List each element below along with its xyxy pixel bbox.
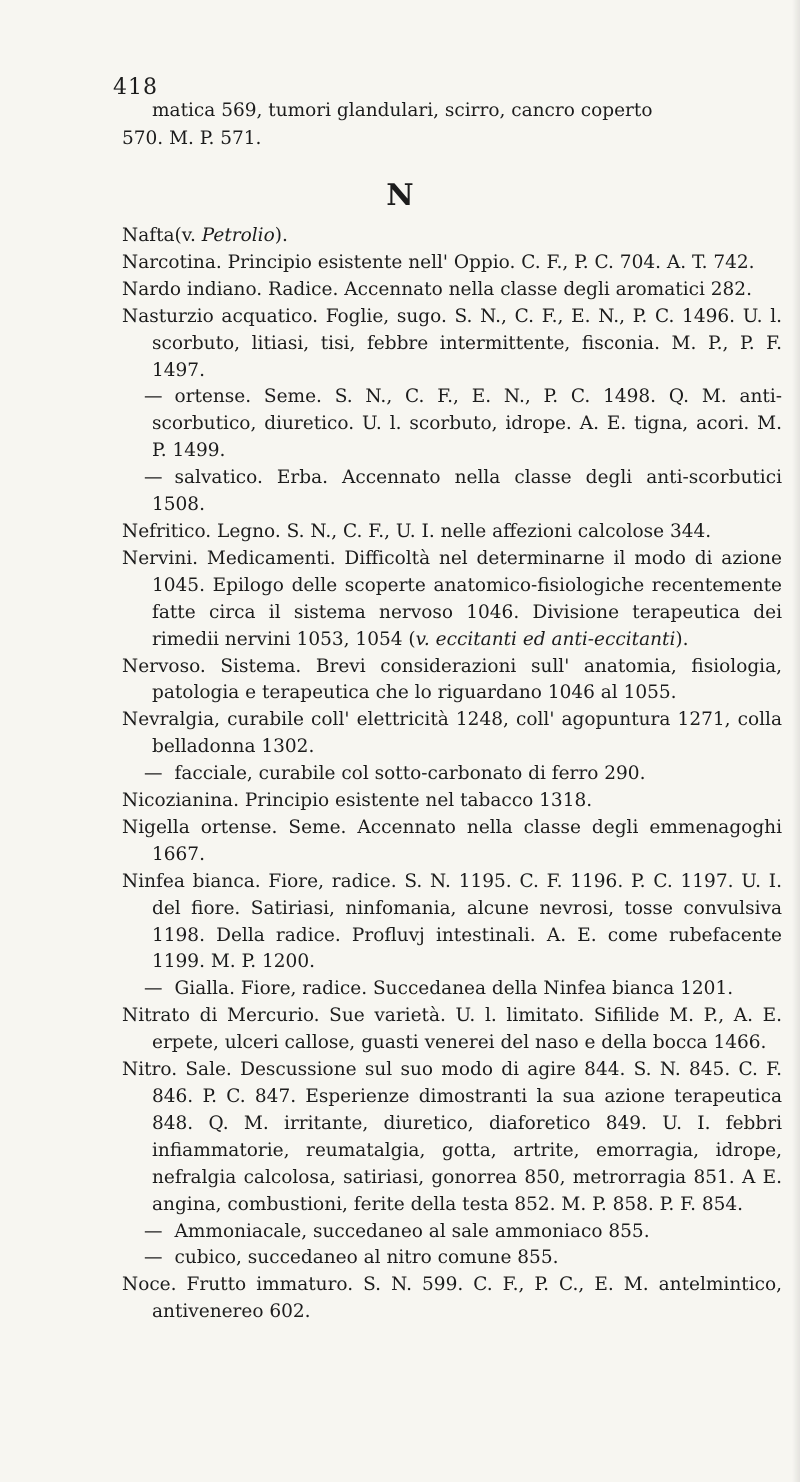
index-subentry xyxy=(122,1245,782,1272)
index-subentry xyxy=(122,761,782,788)
entry-text: (v. xyxy=(174,225,202,246)
entry-italic-reference: Petrolio xyxy=(201,225,275,246)
entry-headword: Nitro. xyxy=(122,1059,178,1081)
entry-text: di Mercurio. Sue varietà. U. l. limitato. Sifilide M. P., A. E. erpete, ulceri callose, guasti venerei del naso e della bocca 1466. xyxy=(152,1005,782,1054)
continued-line-1: matica 569, tumori glandulari, scirro, cancro coperto xyxy=(152,100,653,121)
entry-tail: ). xyxy=(274,225,288,246)
entry-headword: Ninfea xyxy=(122,870,185,892)
index-entry xyxy=(122,304,782,385)
entry-headword: Nervini. xyxy=(122,547,199,569)
entry-text: Sale. Descussione sul suo modo di agire 844. S. N. 845. C. F. 846. P. C. 847. Esperienze dimostranti la sua azione terapeutica 848. Q. M. irritante, diuretico, diaforetico 849. U. I. febbri infiammatorie, reumatalgia, gotta, artrite, emorragia, idrope, nefralgia calcolosa, satiriasi, gonorrea 850, metrorragia 851. A E. angina, combustioni, ferite della testa 852. M. P. 858. P. F. 854. xyxy=(152,1059,782,1215)
entry-text: Principio esistente nel tabacco 1318. xyxy=(238,790,593,812)
index-entry xyxy=(122,519,782,546)
entry-headword: Nasturzio xyxy=(122,305,214,327)
entry-text: ortense. Seme. S. N., C. F., E. N., P. C. 1498. Q. M. anti-scorbutico, diuretico. U. l. scorbuto, idrope. A. E. tigna, acori. M. P. 1499. xyxy=(152,386,782,462)
index-entry xyxy=(122,788,782,815)
entry-headword: Noce. xyxy=(122,1274,177,1296)
index-entry xyxy=(122,815,782,869)
index-entry xyxy=(122,223,782,250)
entry-text: acquatico. Foglie, sugo. S. N., C. F., E. N., P. C. 1496. U. l. scorbuto, litiasi, tisi, febbre intermittente, fisconia. M. P., P. F. 1497. xyxy=(152,305,782,381)
entry-text: cubico, succedaneo al nitro comune 855. xyxy=(174,1247,559,1269)
entry-text: indiano. Radice. Accennato nella classe degli aromatici 282. xyxy=(181,278,752,300)
index-subentry xyxy=(122,976,782,1003)
entry-headword: Nardo xyxy=(122,278,182,300)
entry-headword: Nigella xyxy=(122,816,190,838)
entry-dash: — xyxy=(144,467,163,489)
entry-text: Medicamenti. Difficoltà nel determinarne il modo di azione 1045. Epilogo delle scoperte anatomico-fisiologiche recentemente fatte circa il sistema nervoso 1046. Divisione terapeutica dei rimedii nervini 1053, 1054 ( xyxy=(152,547,782,650)
index-entry xyxy=(122,707,782,761)
entry-text: Sistema. Brevi considerazioni sull' anatomia, fisiologia, patologia e terapeutica che lo riguardano 1046 al 1055. xyxy=(152,655,782,704)
entry-tail: ). xyxy=(675,628,689,650)
entry-headword: Nevralgia, xyxy=(122,709,221,731)
entry-headword: Nitrato xyxy=(122,1005,190,1027)
entry-dash: — xyxy=(144,763,163,785)
index-entry xyxy=(122,546,782,654)
entry-text: Gialla. Fiore, radice. Succedanea della Ninfea bianca 1201. xyxy=(174,978,734,1000)
entry-text: salvatico. Erba. Accennato nella classe degli anti-scorbutici 1508. xyxy=(152,467,782,516)
entry-text: Legno. S. N., C. F., U. I. nelle affezioni calcolose 344. xyxy=(211,520,712,542)
entry-headword: Nefritico. xyxy=(122,520,212,542)
index-subentry xyxy=(122,384,782,465)
index-entry xyxy=(122,869,782,977)
entry-text: facciale, curabile col sotto-carbonato di ferro 290. xyxy=(174,763,646,785)
index-entries xyxy=(122,223,782,1326)
entry-headword: Nervoso. xyxy=(122,655,206,677)
entry-text: curabile coll' elettricità 1248, coll' agopuntura 1271, colla belladonna 1302. xyxy=(152,709,782,758)
continued-entry xyxy=(122,97,772,153)
section-heading-letter: N xyxy=(386,178,414,213)
entry-headword: Nicozianina. xyxy=(122,790,239,812)
index-entry xyxy=(122,250,782,277)
page-edge-shadow xyxy=(792,0,800,1482)
index-entry xyxy=(122,1057,782,1218)
entry-dash: — xyxy=(144,978,163,1000)
entry-headword: Nafta xyxy=(122,225,175,246)
entry-text: Ammoniacale, succedaneo al sale ammoniaco 855. xyxy=(174,1220,650,1242)
entry-dash: — xyxy=(144,1220,163,1242)
index-subentry xyxy=(122,465,782,519)
entry-dash: — xyxy=(144,1247,163,1269)
entry-text: Frutto immaturo. S. N. 599. C. F., P. C., E. M. antelmintico, antivenereo 602. xyxy=(152,1274,782,1323)
index-entry xyxy=(122,1003,782,1057)
index-subentry xyxy=(122,1219,782,1246)
index-entry xyxy=(122,1272,782,1326)
entry-italic-reference: v. eccitanti ed anti-eccitanti xyxy=(415,628,676,650)
entry-text: bianca. Fiore, radice. S. N. 1195. C. F. 1196. P. C. 1197. U. I. del fiore. Satiriasi, ninfomania, alcune nevrosi, tosse convulsiva 1198. Della radice. Profluvj intestinali. A. E. come rubefacente 1199. M. P. 1200. xyxy=(152,870,782,973)
entry-dash: — xyxy=(144,386,163,408)
page-number: 418 xyxy=(113,75,158,100)
entry-headword: Narcotina. xyxy=(122,251,222,273)
index-entry xyxy=(122,654,782,708)
entry-text: ortense. Seme. Accennato nella classe degli emmenagoghi 1667. xyxy=(152,816,782,865)
index-entry xyxy=(122,277,782,304)
continued-line-2: 570. M. P. 571. xyxy=(122,128,262,149)
entry-text: Principio esistente nell' Oppio. C. F., P. C. 704. A. T. 742. xyxy=(221,251,755,273)
